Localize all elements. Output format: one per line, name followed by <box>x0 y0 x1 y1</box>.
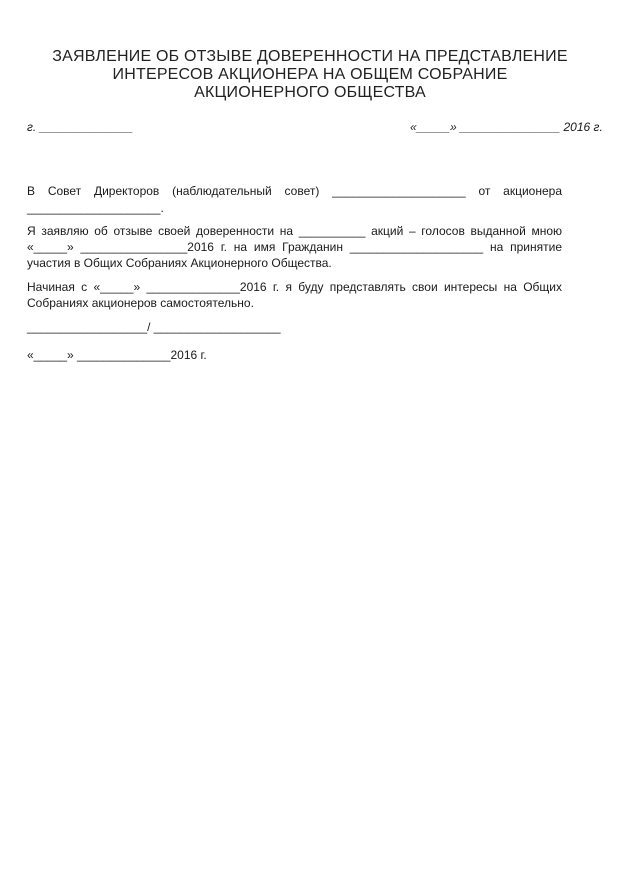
starting-line-1: Начиная с «_____» ______________2016 г. я буду представлять свои интересы на Общих <box>27 280 562 294</box>
starting-line-2: Собраниях акционеров самостоятельно. <box>27 296 254 310</box>
title-line-2: ИНТЕРЕСОВ АКЦИОНЕРА НА ОБЩЕМ СОБРАНИЕ <box>112 66 508 83</box>
signature-line: __________________/ ___________________ <box>27 320 281 334</box>
statement-line-3: участия в Общих Собраниях Акционерного Общества. <box>27 256 332 270</box>
city-field: г. ______________ <box>27 120 134 134</box>
document-title <box>20 48 600 102</box>
statement-line-2: «_____» ________________2016 г. на имя Гражданин ____________________ на принятие <box>27 240 562 254</box>
footer-date-field: «_____» ______________2016 г. <box>27 348 207 362</box>
addressee-line-1: В Совет Директоров (наблюдательный совет) ____________________ от акционера <box>27 184 562 198</box>
addressee-line-2: ____________________. <box>27 201 164 215</box>
header-date-field: «_____» _______________ 2016 г. <box>410 120 603 134</box>
title-line-1: ЗАЯВЛЕНИЕ ОБ ОТЗЫВЕ ДОВЕРЕННОСТИ НА ПРЕДСТАВЛЕНИЕ <box>52 48 568 65</box>
statement-line-1: Я заявляю об отзыве своей доверенности на __________ акций – голосов выданной мною <box>27 224 562 238</box>
title-line-3: АКЦИОНЕРНОГО ОБЩЕСТВА <box>194 84 426 101</box>
